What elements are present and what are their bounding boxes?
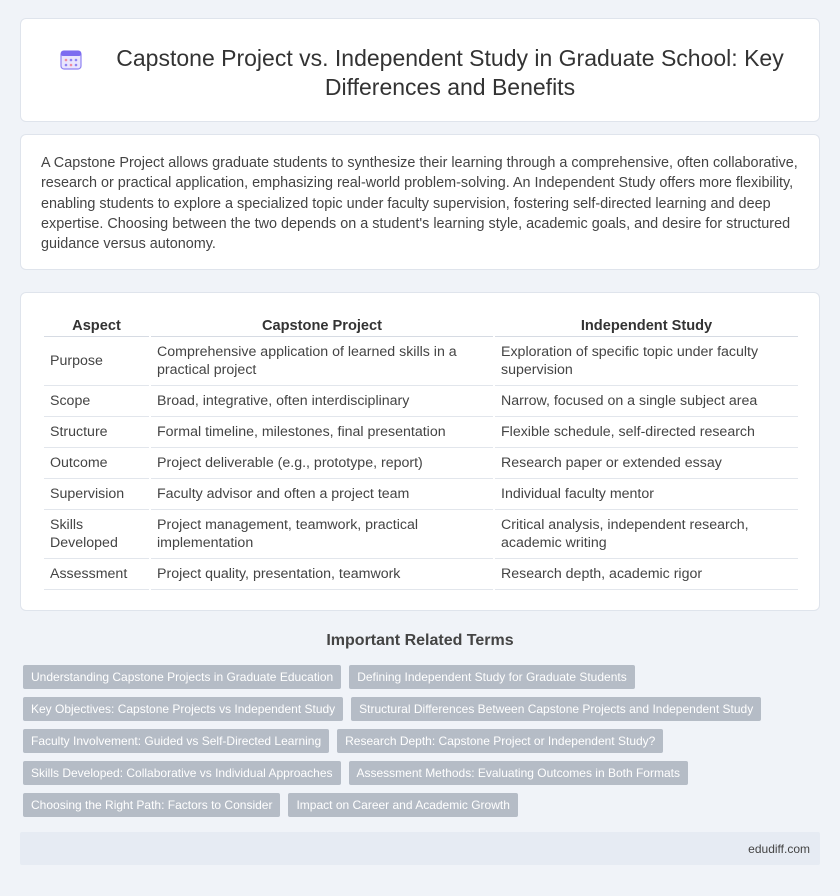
related-term-link[interactable]: Defining Independent Study for Graduate Students <box>349 665 635 689</box>
related-term-link[interactable]: Choosing the Right Path: Factors to Consider <box>23 793 280 817</box>
calendar-grid-icon <box>59 47 83 71</box>
column-header-aspect: Aspect <box>44 315 149 337</box>
table-row <box>44 479 798 510</box>
related-terms-heading: Important Related Terms <box>326 632 514 649</box>
table-cell-independent: Critical analysis, independent research, academic writing <box>495 510 798 559</box>
table-cell-independent: Research depth, academic rigor <box>495 559 798 590</box>
table-cell-independent: Flexible schedule, self-directed research <box>495 417 798 448</box>
table-cell-independent: Individual faculty mentor <box>495 479 798 510</box>
table-cell-aspect: Structure <box>44 417 149 448</box>
table-cell-aspect: Assessment <box>44 559 149 590</box>
table-cell-capstone: Faculty advisor and often a project team <box>151 479 493 510</box>
table-cell-capstone: Project deliverable (e.g., prototype, report) <box>151 448 493 479</box>
table-header-row <box>44 315 798 337</box>
related-term-link[interactable]: Assessment Methods: Evaluating Outcomes in Both Formats <box>349 761 688 785</box>
related-term-link[interactable]: Understanding Capstone Projects in Graduate Education <box>23 665 341 689</box>
intro-card <box>20 134 820 270</box>
table-cell-aspect: Skills Developed <box>44 510 149 559</box>
table-cell-capstone: Project quality, presentation, teamwork <box>151 559 493 590</box>
related-terms-list <box>23 665 813 825</box>
table-row <box>44 448 798 479</box>
table-row <box>44 559 798 590</box>
table-row <box>44 417 798 448</box>
table-cell-aspect: Supervision <box>44 479 149 510</box>
table-cell-capstone: Project management, teamwork, practical implementation <box>151 510 493 559</box>
related-terms-row <box>23 665 813 689</box>
table-cell-capstone: Formal timeline, milestones, final presentation <box>151 417 493 448</box>
related-term-link[interactable]: Key Objectives: Capstone Projects vs Independent Study <box>23 697 343 721</box>
table-cell-aspect: Outcome <box>44 448 149 479</box>
related-term-link[interactable]: Skills Developed: Collaborative vs Individual Approaches <box>23 761 341 785</box>
related-term-link[interactable]: Impact on Career and Academic Growth <box>288 793 517 817</box>
table-cell-capstone: Broad, integrative, often interdisciplinary <box>151 386 493 417</box>
related-term-link[interactable]: Structural Differences Between Capstone Projects and Independent Study <box>351 697 761 721</box>
footer <box>20 832 820 865</box>
comparison-table <box>42 315 800 590</box>
table-row <box>44 386 798 417</box>
column-header-capstone: Capstone Project <box>151 315 493 337</box>
table-row <box>44 510 798 559</box>
column-header-independent: Independent Study <box>495 315 798 337</box>
table-row <box>44 337 798 386</box>
table-cell-aspect: Purpose <box>44 337 149 386</box>
footer-brand[interactable]: edudiff.com <box>748 842 810 856</box>
title-row <box>21 19 819 121</box>
related-terms-row <box>23 761 813 785</box>
table-cell-independent: Research paper or extended essay <box>495 448 798 479</box>
related-term-link[interactable]: Research Depth: Capstone Project or Independent Study? <box>337 729 663 753</box>
related-terms-row <box>23 729 813 753</box>
related-term-link[interactable]: Faculty Involvement: Guided vs Self-Directed Learning <box>23 729 329 753</box>
table-cell-independent: Narrow, focused on a single subject area <box>495 386 798 417</box>
comparison-card <box>20 292 820 611</box>
table-cell-independent: Exploration of specific topic under faculty supervision <box>495 337 798 386</box>
header-card <box>20 18 820 122</box>
related-terms-row <box>23 697 813 721</box>
page-title: Capstone Project vs. Independent Study in Graduate School: Key Differences and Benefits <box>116 45 784 100</box>
related-terms-row <box>23 793 813 817</box>
table-cell-capstone: Comprehensive application of learned skills in a practical project <box>151 337 493 386</box>
intro-paragraph: A Capstone Project allows graduate students to synthesize their learning through a comprehensive, often collaborative, research or practical application, emphasizing real-world problem-solving. An Independent Study offers more flexibility, enabling students to explore a specialized topic under faculty supervision, fostering self-directed learning and deep expertise. Choosing between the two depends on a student's learning style, academic goals, and desire for structured guidance versus autonomy. <box>41 155 798 253</box>
table-cell-aspect: Scope <box>44 386 149 417</box>
